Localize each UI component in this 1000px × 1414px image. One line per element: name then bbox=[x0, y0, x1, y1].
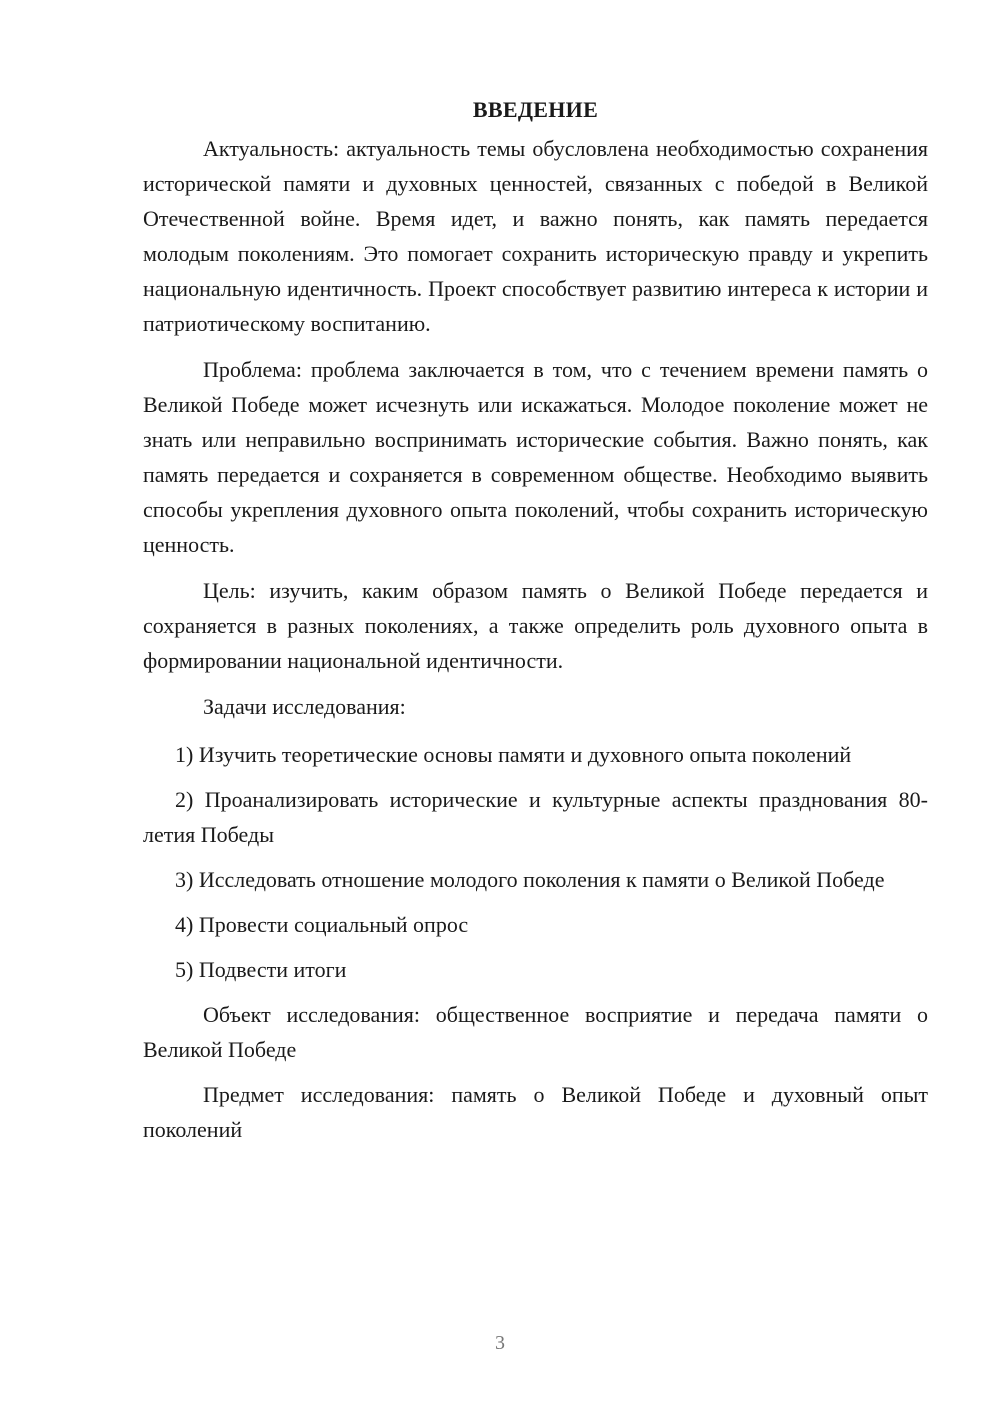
task-item: 1) Изучить теоретические основы памяти и духовного опыта поколений bbox=[175, 742, 852, 767]
problem-paragraph: Проблема: проблема заключается в том, что с течением времени память о Великой Победе может исчезнуть или искажаться. Молодое поколение может не знать или неправильно воспринимать исторические события. Важно понять, как память передается и сохраняется в современном обществе. Необходимо выявить способы укрепления духовного опыта поколений, чтобы сохранить историческую ценность. bbox=[143, 357, 928, 557]
document-page bbox=[143, 92, 928, 1147]
task-item: 5) Подвести итоги bbox=[175, 957, 347, 982]
page-number: 3 bbox=[495, 1332, 505, 1354]
object-paragraph: Объект исследования: общественное восприятие и передача памяти о Великой Победе bbox=[143, 1002, 928, 1062]
task-item: 4) Провести социальный опрос bbox=[175, 912, 469, 937]
task-item: 2) Проанализировать исторические и культурные аспекты празднования 80-летия Победы bbox=[143, 787, 928, 847]
tasks-heading: Задачи исследования: bbox=[203, 694, 406, 719]
goal-paragraph: Цель: изучить, каким образом память о Великой Победе передается и сохраняется в разных поколениях, а также определить роль духовного опыта в формировании национальной идентичности. bbox=[143, 578, 928, 673]
subject-paragraph: Предмет исследования: память о Великой Победе и духовный опыт поколений bbox=[143, 1082, 928, 1142]
tasks-list bbox=[143, 737, 928, 987]
relevance-paragraph: Актуальность: актуальность темы обусловлена необходимостью сохранения исторической памяти и духовных ценностей, связанных с победой в Великой Отечественной войне. Время идет, и важно понять, как память передается молодым поколениям. Это помогает сохранить историческую правду и укрепить национальную идентичность. Проект способствует развитию интереса к истории и патриотическому воспитанию. bbox=[143, 136, 928, 336]
task-item: 3) Исследовать отношение молодого поколения к памяти о Великой Победе bbox=[175, 867, 885, 892]
section-title: ВВЕДЕНИЕ bbox=[472, 97, 599, 122]
